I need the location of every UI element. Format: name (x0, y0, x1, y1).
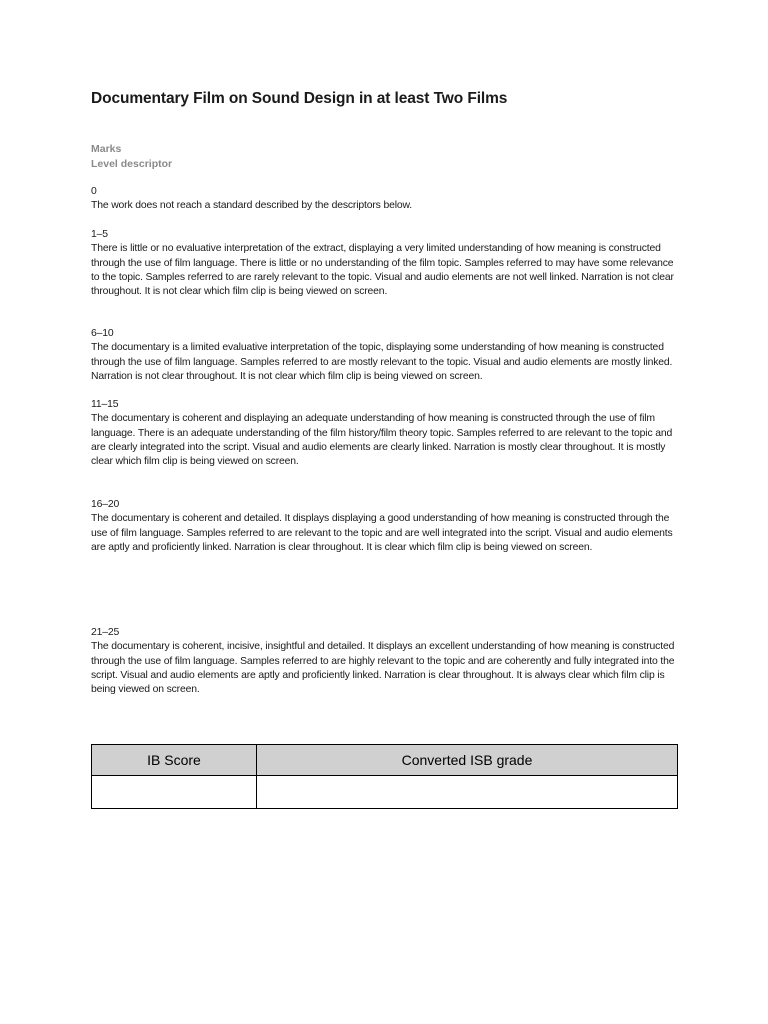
level-block-16-20 (91, 498, 681, 555)
level-block-1-5 (91, 228, 681, 299)
level-description: The work does not reach a standard described by the descriptors below. (91, 200, 413, 212)
level-range: 6–10 (91, 328, 114, 339)
grade-conversion-table (91, 744, 678, 809)
marks-label: Marks (91, 143, 122, 155)
converted-isb-grade-cell[interactable] (257, 776, 678, 809)
ib-score-cell[interactable] (92, 776, 257, 809)
level-range: 16–20 (91, 499, 120, 510)
level-block-21-25 (91, 626, 681, 697)
level-description: The documentary is coherent and detailed. It displays displaying a good understanding of how meaning is constructed through the use of film language. Samples referred to are relevant to the topic and are well integrated into the script. Visual and audio elements are aptly and proficiently linked. Narration is clear throughout. It is clear which film clip is being viewed on screen. (91, 513, 673, 553)
level-range: 0 (91, 186, 97, 197)
level-description: The documentary is coherent, incisive, insightful and detailed. It displays an excellent understanding of how meaning is constructed through the use of film language. Samples referred to are highly relevant to the topic and are coherently and fully integrated into the script. Visual and audio elements are aptly and proficiently linked. Narration is clear throughout. It is always clear which film clip is being viewed on screen. (91, 641, 675, 696)
table-header-row (92, 745, 678, 776)
level-description: The documentary is a limited evaluative interpretation of the topic, displaying some understanding of how meaning is constructed through the use of film language. Samples referred to are mostly relevant to the topic. Visual and audio elements are mostly linked. Narration is not clear throughout. It is not clear which film clip is being viewed on screen. (91, 342, 673, 382)
level-range: 21–25 (91, 627, 120, 638)
level-description: The documentary is coherent and displaying an adequate understanding of how meaning is constructed through the use of film language. There is an adequate understanding of the film history/film theory topic. Samples referred to are relevant to the topic and are clearly integrated into the script. Visual and audio elements are clearly linked. Narration is mostly clear throughout. It is mostly clear which film clip is being viewed on screen. (91, 413, 673, 468)
level-descriptor-label: Level descriptor (91, 158, 173, 170)
converted-isb-grade-header: Converted ISB grade (257, 745, 678, 776)
level-description: There is little or no evaluative interpretation of the extract, displaying a very limited understanding of how meaning is constructed through the use of film language. There is little or no understanding of the film topic. Samples referred to may have some relevance to the topic. Samples referred to are rarely relevant to the topic. Visual and audio elements are not well linked. Narration is not clear throughout. It is not clear which film clip is being viewed on screen. (91, 243, 674, 298)
column-header-labels (91, 142, 172, 172)
level-range: 1–5 (91, 229, 108, 240)
table-row (92, 776, 678, 809)
level-block-11-15 (91, 398, 681, 469)
level-block-6-10 (91, 327, 681, 384)
level-block-0 (91, 185, 681, 214)
level-range: 11–15 (91, 399, 119, 410)
ib-score-header: IB Score (92, 745, 257, 776)
document-title: Documentary Film on Sound Design in at least Two Films (91, 90, 508, 107)
